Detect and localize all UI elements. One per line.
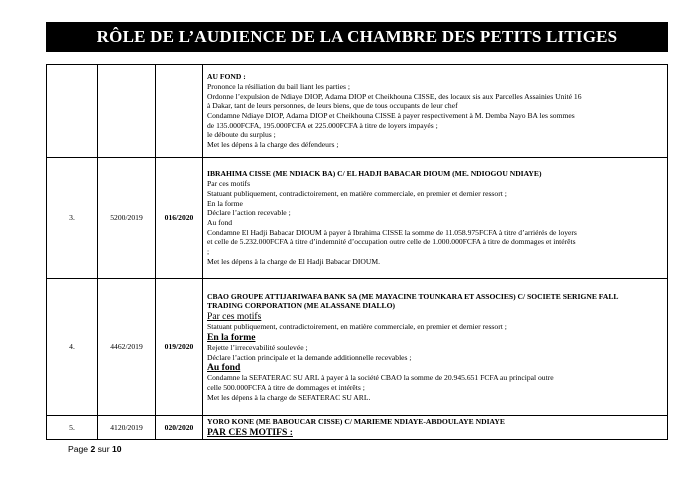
footer-page-number: 2 bbox=[90, 444, 96, 454]
case-text-line: celle 500.000FCFA à titre de dommages et intérêts ; bbox=[207, 382, 365, 392]
case-text-line: Déclare l’action recevable ; bbox=[207, 208, 291, 218]
footer-total-pages: 10 bbox=[111, 444, 122, 454]
case-text-line: En la forme bbox=[207, 198, 243, 208]
hearing-roll-table bbox=[46, 64, 668, 440]
table-row bbox=[47, 158, 668, 279]
registry-number: 5200/2019 bbox=[98, 158, 156, 279]
case-text-line: Condamne El Hadji Babacar DIOUM à payer à Ibrahima CISSE la somme de 11.058.975FCFA à titre d’arriérés de loyers bbox=[207, 227, 577, 237]
case-text-line: Condamne la SEFATERAC SU ARL à payer à la société CBAO la somme de 20.945.651 FCFA au principal outre bbox=[207, 373, 554, 383]
case-text-line: Déclare l’action principale et la demande additionnelle recevables ; bbox=[207, 352, 412, 362]
decision-number: 016/2020 bbox=[156, 158, 203, 279]
case-text-line: En la forme bbox=[207, 331, 256, 343]
table-row bbox=[47, 65, 668, 158]
case-text-line: Met les dépens à la charge de El Hadji Babacar DIOUM. bbox=[207, 256, 380, 266]
decision-number: 019/2020 bbox=[156, 279, 203, 416]
table-row bbox=[47, 416, 668, 440]
case-text-line: Ordonne l’expulsion de Ndiaye DIOP, Adama DIOP et Cheikhouna CISSE, des locaux sis aux Parcelles Assainies Unité 16 bbox=[207, 91, 582, 101]
case-text-line: Par ces motifs bbox=[207, 311, 262, 323]
case-text-line: Par ces motifs bbox=[207, 179, 251, 189]
case-number bbox=[47, 65, 98, 158]
decision-number: 020/2020 bbox=[156, 416, 203, 440]
case-number: 3. bbox=[47, 158, 98, 279]
case-details bbox=[203, 416, 668, 440]
case-text-line: TRADING CORPORATION (ME ALASSANE DIALLO) bbox=[207, 301, 396, 311]
decision-number bbox=[156, 65, 203, 158]
case-number: 5. bbox=[47, 416, 98, 440]
case-text-line: Statuant publiquement, contradictoirement, en matière commerciale, en premier et dernier ressort ; bbox=[207, 322, 507, 332]
case-text-line: Condamne Ndiaye DIOP, Adama DIOP et Cheikhouna CISSE à payer respectivement à M. Demba Nayo BA les sommes bbox=[207, 111, 575, 120]
case-text-line: le déboute du surplus ; bbox=[207, 130, 276, 140]
case-details bbox=[203, 65, 668, 158]
case-text-line: PAR CES MOTIFS : bbox=[207, 426, 293, 438]
case-details bbox=[203, 158, 668, 279]
case-text-line: Met les dépens à la charge des défendeurs ; bbox=[207, 140, 339, 150]
case-details bbox=[203, 279, 668, 416]
case-text-line: Met les dépens à la charge de SEFATERAC SU ARL. bbox=[207, 392, 371, 402]
registry-number: 4462/2019 bbox=[98, 279, 156, 416]
case-text-line: YORO KONE (ME BABOUCAR CISSE) C/ MARIEME NDIAYE-ABDOULAYE NDIAYE bbox=[207, 417, 505, 426]
case-text-line: Au fond bbox=[207, 362, 241, 374]
case-text-line: Au fond bbox=[207, 218, 233, 227]
case-text-line: et celle de 5.232.000FCFA à titre d’indemnité d’occupation outre celle de 1.000.000FCFA à titre de dommages et intérêts bbox=[207, 237, 576, 247]
footer-middle: sur bbox=[95, 444, 112, 454]
case-text-line: ; bbox=[207, 247, 210, 257]
case-text-line: AU FOND : bbox=[207, 72, 246, 82]
case-text-line: à Dakar, tant de leurs personnes, de leurs biens, que de tous occupants de leur chef bbox=[207, 101, 458, 111]
case-number: 4. bbox=[47, 279, 98, 416]
registry-number: 4120/2019 bbox=[98, 416, 156, 440]
case-text-line: Rejette l’irrecevabilité soulevée ; bbox=[207, 342, 308, 352]
table-row bbox=[47, 279, 668, 416]
case-text-line: IBRAHIMA CISSE (ME NDIACK BA) C/ EL HADJI BABACAR DIOUM (ME. NDIOGOU NDIAYE) bbox=[207, 169, 542, 179]
page-footer bbox=[68, 444, 122, 454]
footer-prefix: Page bbox=[68, 444, 91, 454]
page-title: RÔLE DE L’AUDIENCE DE LA CHAMBRE DES PETITS LITIGES bbox=[46, 22, 668, 52]
case-text-line: Prononce la résiliation du bail liant les parties ; bbox=[207, 81, 350, 91]
registry-number bbox=[98, 65, 156, 158]
case-text-line: Statuant publiquement, contradictoirement, en matière commerciale, en premier et dernier ressort ; bbox=[207, 188, 507, 198]
case-text-line: de 135.000FCFA, 195.000FCFA et 225.000FCFA à titre de loyers impayés ; bbox=[207, 120, 438, 130]
case-text-line: CBAO GROUPE ATTIJARIWAFA BANK SA (ME MAYACINE TOUNKARA ET ASSOCIES) C/ SOCIETE SERIGNE FALL bbox=[207, 291, 619, 301]
